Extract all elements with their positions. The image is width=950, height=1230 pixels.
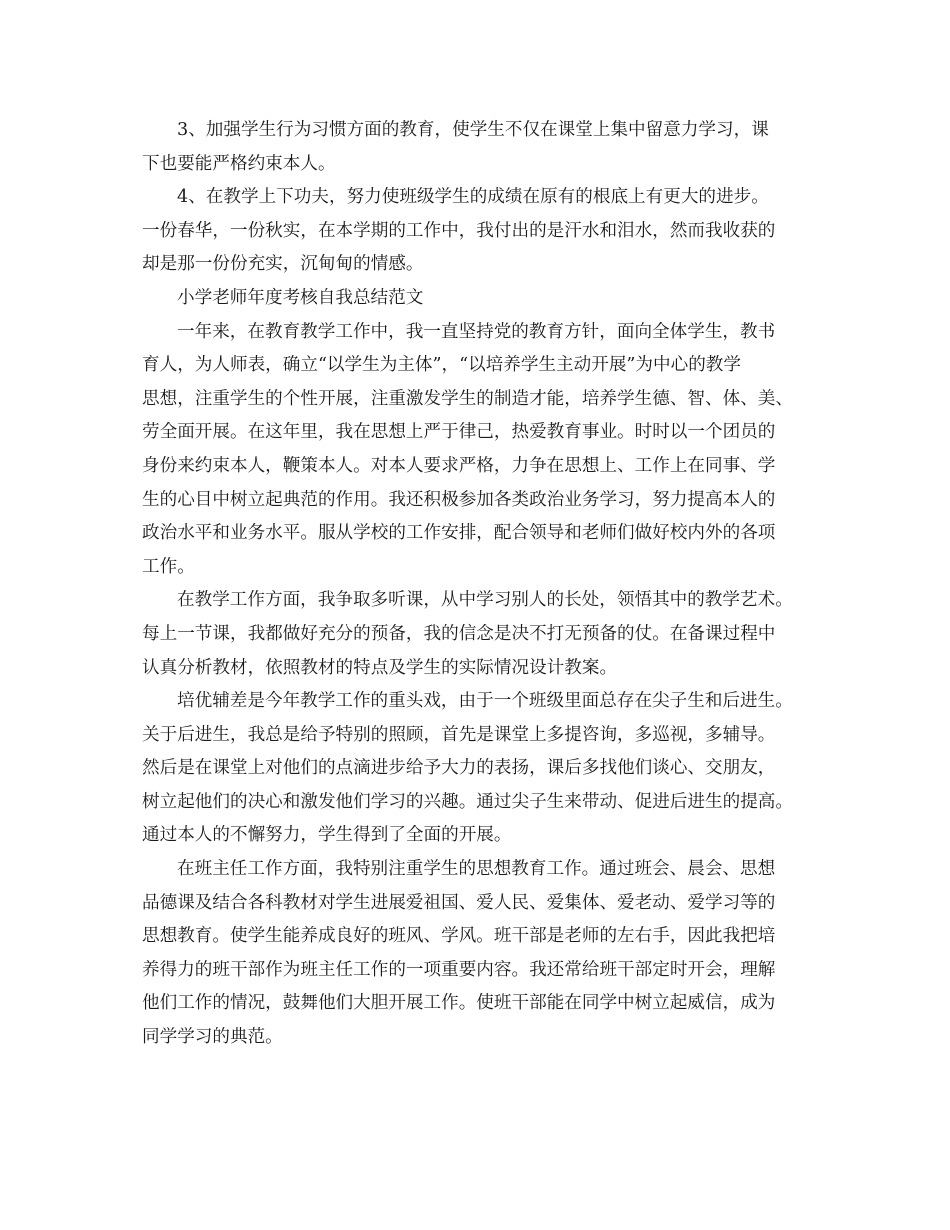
paragraph-line: 一份春华，一份秋实，在本学期的工作中，我付出的是汗水和泪水，然而我收获的 [142, 220, 776, 241]
paragraph-line: 养得力的班干部作为班主任工作的一项重要内容。我还常给班干部定时开会，理解 [142, 959, 776, 980]
paragraph-line: 每上一节课，我都做好充分的预备，我的信念是决不打无预备的仗。在备课过程中 [142, 623, 776, 644]
paragraph-line: 劳全面开展。在这年里，我在思想上严于律己，热爱教育事业。时时以一个团员的 [142, 422, 776, 443]
paragraph-line: 政治水平和业务水平。服从学校的工作安排，配合领导和老师们做好校内外的各项 [142, 523, 776, 544]
paragraph-line: 在教学工作方面，我争取多听课，从中学习别人的长处，领悟其中的教学艺术。 [177, 590, 793, 611]
paragraph-line: 培优辅差是今年教学工作的重头戏，由于一个班级里面总存在尖子生和后进生。 [177, 691, 793, 712]
paragraph-line: 思想教育。使学生能养成良好的班风、学风。班干部是老师的左右手，因此我把培 [142, 926, 776, 947]
document-body [142, 114, 824, 1055]
paragraph-line: 他们工作的情况，鼓舞他们大胆开展工作。使班干部能在同学中树立起威信，成为 [142, 993, 776, 1014]
paragraph-line: 同学学习的典范。 [142, 1027, 283, 1048]
paragraph-line: 3、加强学生行为习惯方面的教育，使学生不仅在课堂上集中留意力学习，课 [177, 120, 769, 140]
paragraph-line: 树立起他们的决心和激发他们学习的兴趣。通过尖子生来带动、促进后进生的提高。 [142, 791, 793, 812]
paragraph-line: 生的心目中树立起典范的作用。我还积极参加各类政治业务学习，努力提高本人的 [142, 489, 776, 510]
paragraph-line: 在班主任工作方面，我特别注重学生的思想教育工作。通过班会、晨会、思想 [177, 859, 776, 880]
paragraph-line: 育人，为人师表，确立“以学生为主体”，“以培养学生主动开展”为中心的教学 [142, 355, 741, 376]
paragraph-line: 身份来约束本人，鞭策本人。对本人要求严格，力争在思想上、工作上在同事、学 [142, 455, 776, 476]
paragraph-line: 4、在教学上下功夫，努力使班级学生的成绩在原有的根底上有更大的进步。 [177, 187, 769, 208]
section-heading: 小学老师年度考核自我总结范文 [177, 287, 424, 308]
paragraph-line: 工作。 [142, 556, 195, 577]
paragraph-line: 下也要能严格约束本人。 [142, 153, 336, 174]
paragraph-line: 关于后进生，我总是给予特别的照顾，首先是课堂上多提咨询，多巡视，多辅导。 [142, 724, 776, 745]
paragraph-line: 一年来，在教育教学工作中，我一直坚持党的教育方针，面向全体学生，教书 [177, 321, 776, 342]
paragraph-line: 品德课及结合各科教材对学生进展爱祖国、爱人民、爱集体、爱老动、爱学习等的 [142, 892, 776, 913]
paragraph-line: 通过本人的不懈努力，学生得到了全面的开展。 [142, 825, 512, 846]
paragraph-line: 认真分析教材，依照教材的特点及学生的实际情况设计教案。 [142, 657, 618, 678]
paragraph-line: 然后是在课堂上对他们的点滴进步给予大力的表扬，课后多找他们谈心、交朋友， [142, 758, 776, 779]
paragraph-line: 思想，注重学生的个性开展，注重激发学生的制造才能，培养学生德、智、体、美、 [142, 388, 793, 409]
paragraph-line: 却是那一份份充实，沉甸甸的情感。 [142, 254, 424, 275]
